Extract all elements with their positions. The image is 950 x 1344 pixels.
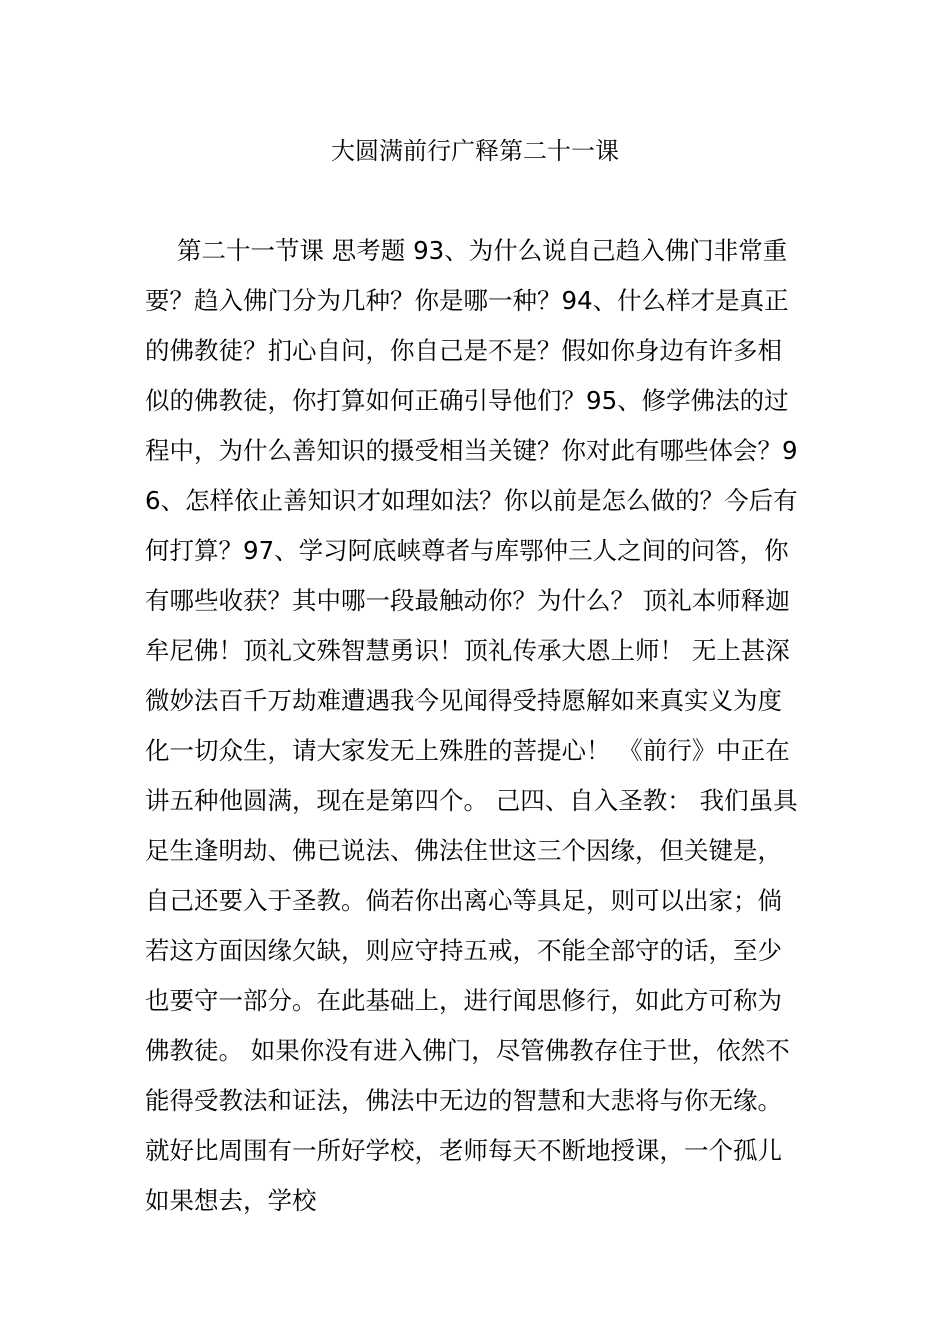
document-title: 大圆满前行广释第二十一课 bbox=[331, 137, 619, 165]
document-body-paragraph: 第二十一节课 思考题 93、为什么说自己趋入佛门非常重要？趋入佛门分为几种？你是哪一种？94、什么样才是真正的佛教徒？扪心自问，你自己是不是？假如你身边有许多相似的佛教徒，你打算如何正确引导他们？95、修学佛法的过程中，为什么善知识的摄受相当关键？你对此有哪些体会？96、怎样依止善知识才如理如法？你以前是怎么做的？今后有何打算？97、学习阿底峡尊者与库鄂仲三人之间的问答，你有哪些收获？其中哪一段最触动你？为什么？ 顶礼本师释迦牟尼佛！顶礼文殊智慧勇识！顶礼传承大恩上师！ 无上甚深微妙法百千万劫难遭遇我今见闻得受持愿解如来真实义为度化一切众生，请大家发无上殊胜的菩提心！ 《前行》中正在讲五种他圆满，现在是第四个。 己四、自入圣教： 我们虽具足生逢明劫、佛已说法、佛法住世这三个因缘，但关键是，自己还要入于圣教。倘若你出离心等具足，则可以出家；倘若这方面因缘欠缺，则应守持五戒，不能全部守的话，至少也要守一部分。在此基础上，进行闻思修行，如此方可称为佛教徒。 如果你没有进入佛门，尽管佛教存住于世，依然不能得受教法和证法，佛法中无边的智慧和大悲将与你无缘。就好比周围有一所好学校，老师每天不断地授课，一个孤儿如果想去，学校 bbox=[145, 236, 798, 1215]
